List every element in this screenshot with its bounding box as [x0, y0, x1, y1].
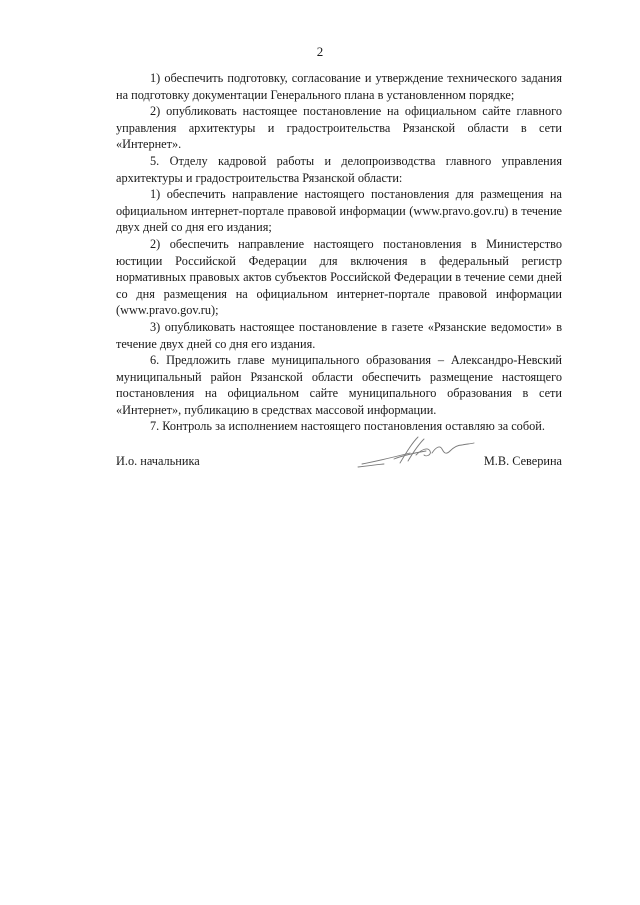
paragraph: 6. Предложить главе муниципального образования – Александро-Невский муниципальный район Рязанской области обеспечить размещение настоящего постановления на официальном сайте муниципального образования в сети «Интернет», публикацию в средствах массовой информации. — [116, 353, 562, 417]
paragraph: 1) обеспечить направление настоящего постановления для размещения на официальном интернет-портале правовой информации (www.pravo.gov.ru) в течение двух дней со дня его издания; — [116, 187, 562, 235]
position-title: И.о. начальника — [116, 454, 200, 468]
page-number: 2 — [316, 44, 324, 59]
paragraph: 1) обеспечить подготовку, согласование и утверждение технического задания на подготовку документации Генерального плана в установленном порядке; — [116, 71, 562, 102]
paragraph: 2) обеспечить направление настоящего постановления в Министерство юстиции Российской Федерации для включения в федеральный регистр нормативных правовых актов субъектов Российской Федерации в течение семи дней со дня размещения на официальном интернет-портале правовой информации (www.pravo.gov.ru); — [116, 236, 562, 318]
paragraph: 7. Контроль за исполнением настоящего постановления оставляю за собой. — [150, 419, 545, 434]
handwritten-signature — [354, 433, 484, 473]
paragraph: 3) опубликовать настоящее постановление в газете «Рязанские ведомости» в течение двух дней со дня его издания. — [116, 319, 562, 351]
paragraph: 5. Отделу кадровой работы и делопроизводства главного управления архитектуры и градостроительства Рязанской области: — [116, 153, 562, 185]
signatory-name: М.В. Северина — [483, 454, 562, 468]
paragraph: 2) опубликовать настоящее постановление на официальном сайте главного управления архитектуры и градостроительства Рязанской области в сети «Интернет». — [116, 104, 562, 152]
document-body — [116, 70, 562, 435]
